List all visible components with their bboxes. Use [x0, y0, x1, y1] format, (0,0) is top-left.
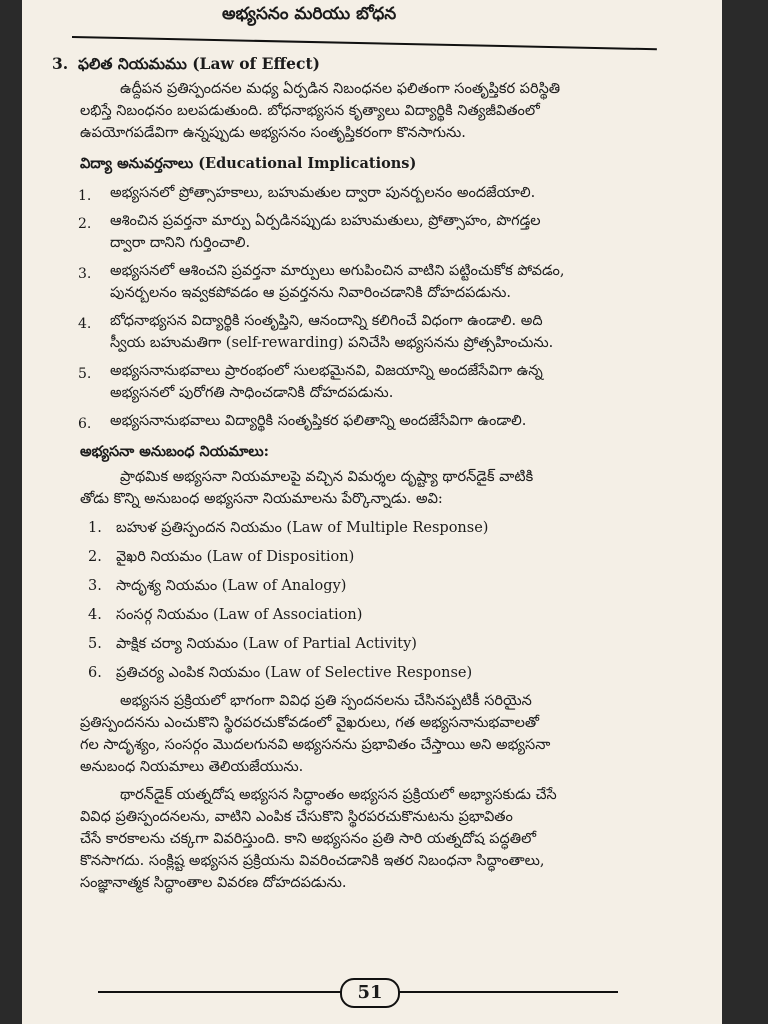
page-number: 51	[340, 978, 400, 1008]
list-item	[80, 410, 680, 432]
law-text: సంసర్గ నియమం (Law of Association)	[116, 607, 363, 623]
subsidiary-laws-list	[80, 514, 680, 688]
intro-paragraph	[80, 78, 680, 144]
text-line: అభ్యసనానుభవాలు ప్రారంభంలో సులభమైనవి, విజయాన్ని అందజేసేవిగా ఉన్న	[110, 363, 543, 379]
list-item	[80, 572, 680, 601]
subsidiary-laws-heading: అభ్యసనా అనుబంధ నియమాలు:	[80, 443, 270, 460]
closing-paragraph-1	[80, 690, 680, 778]
text-line: కొనసాగదు. సంక్లిష్ట అభ్యసన ప్రక్రియను వివరించడానికి ఇతర నిబంధనా సిద్ధాంతాలు,	[80, 853, 545, 869]
list-item	[80, 630, 680, 659]
subsidiary-intro-paragraph	[80, 466, 680, 510]
item-number: 3.	[78, 266, 92, 282]
list-item	[80, 543, 680, 572]
section-title	[52, 52, 680, 76]
list-item	[80, 310, 680, 354]
text-line: తోడు కొన్ని అనుబంధ అభ్యసనా నియమాలను పేర్కొన్నాడు. అవి:	[80, 491, 443, 507]
text-line: చేసే కారకాలను చక్కగా వివరిస్తుంది. కాని అభ్యసనం ప్రతి సారి యత్నదోష పద్ధతిలో	[80, 831, 537, 847]
implications-heading: విద్యా అనువర్తనాలు (Educational Implications)	[80, 155, 417, 172]
text-line: అనుబంధ నియమాలు తెలియజేయును.	[80, 759, 304, 775]
list-item	[80, 260, 680, 304]
text-line: అభ్యసన ప్రక్రియలో భాగంగా వివిధ ప్రతి స్పందనలను చేసినప్పటికీ సరియైన	[120, 693, 532, 709]
text-line: అభ్యసనలో ఆశించని ప్రవర్తనా మార్పులు అగుపించిన వాటిని పట్టించుకోక పోవడం,	[110, 263, 565, 279]
item-number: 1.	[78, 188, 92, 204]
law-text: వైఖరి నియమం (Law of Disposition)	[116, 549, 355, 565]
text-line: ఉద్దీపన ప్రతిస్పందనల మధ్య ఏర్పడిన నిబంధనల ఫలితంగా సంతృప్తికర పరిస్థితి	[120, 81, 561, 97]
list-item	[80, 514, 680, 543]
item-number: 5.	[88, 636, 102, 652]
text-line: అభ్యసనలో ప్రోత్సాహకాలు, బహుమతుల ద్వారా పునర్బలనం అందజేయాలి.	[110, 185, 536, 201]
page-body	[52, 48, 680, 894]
list-item	[80, 659, 680, 688]
law-text: సాదృశ్య నియమం (Law of Analogy)	[116, 578, 347, 594]
item-number: 6.	[88, 665, 102, 681]
item-number: 4.	[88, 607, 102, 623]
text-line: ప్రాథమిక అభ్యసనా నియమాలపై వచ్చిన విమర్శల దృష్ట్యా థారన్‌డైక్ వాటికి	[120, 469, 534, 485]
text-line: లభిస్తే నిబంధనం బలపడుతుంది. బోధనాభ్యసన కృత్యాలు విద్యార్థికి నిత్యజీవితంలో	[80, 103, 540, 119]
running-title: అభ్యసనం మరియు బోధన	[222, 4, 397, 24]
text-line: పునర్బలనం ఇవ్వకపోవడం ఆ ప్రవర్తనను నివారించడానికి దోహదపడును.	[110, 285, 511, 301]
law-text: ప్రతిచర్య ఎంపిక నియమం (Law of Selective Response)	[116, 665, 473, 681]
text-line: స్వీయ బహుమతిగా (self-rewarding) పనిచేసి అభ్యసనను ప్రోత్సహించును.	[110, 335, 554, 351]
item-number: 5.	[78, 366, 92, 382]
section-number: 3.	[52, 54, 69, 73]
list-item	[80, 182, 680, 204]
text-line: బోధనాభ్యసన విద్యార్థికి సంతృప్తిని, ఆనందాన్ని కలిగించే విధంగా ఉండాలి. అది	[110, 313, 543, 329]
list-item	[80, 360, 680, 404]
implications-list	[80, 182, 680, 432]
text-line: గల సాదృశ్యం, సంసర్గం మొదలగునవి అభ్యసనను ప్రభావితం చేస్తాయి అని అభ్యసనా	[80, 737, 551, 753]
text-line: వివిధ ప్రతిస్పందనలను, వాటిని ఎంపిక చేసుకొని స్థిరపరచుకొనుటను ప్రభావితం	[80, 809, 513, 825]
page-footer	[22, 975, 722, 1020]
section-title-text: ఫలిత నియమము (Law of Effect)	[78, 54, 320, 73]
item-number: 2.	[88, 549, 102, 565]
text-line: సంజ్ఞానాత్మక సిద్ధాంతాల వివరణ దోహదపడును.	[80, 875, 347, 891]
item-number: 3.	[88, 578, 102, 594]
book-page	[22, 0, 722, 1024]
item-number: 4.	[78, 316, 92, 332]
text-line: ఆశించిన ప్రవర్తనా మార్పు ఏర్పడినప్పుడు బహుమతులు, ప్రోత్సాహం, పొగడ్తల	[110, 213, 541, 229]
law-text: పాక్షిక చర్యా నియమం (Law of Partial Activity)	[116, 636, 417, 652]
list-item	[80, 210, 680, 254]
closing-paragraph-2	[80, 784, 680, 894]
text-line: ద్వారా దానిని గుర్తించాలి.	[110, 235, 251, 251]
list-item	[80, 601, 680, 630]
text-line: థారన్‌డైక్ యత్నదోష అభ్యసన సిద్ధాంతం అభ్యసన ప్రక్రియలో అభ్యాసకుడు చేసే	[120, 787, 557, 803]
item-number: 6.	[78, 416, 92, 432]
item-number: 2.	[78, 216, 92, 232]
text-line: అభ్యసనానుభవాలు విద్యార్థికి సంతృప్తికర ఫలితాన్ని అందజేసేవిగా ఉండాలి.	[110, 413, 527, 429]
text-line: అభ్యసనలో పురోగతి సాధించడానికి దోహదపడును.	[110, 385, 394, 401]
text-line: ప్రతిస్పందనను ఎంచుకొని స్థిరపరచుకోవడంలో వైఖరులు, గత అభ్యసనానుభవాలతో	[80, 715, 540, 731]
law-text: బహుళ ప్రతిస్పందన నియమం (Law of Multiple Response)	[116, 520, 489, 536]
item-number: 1.	[88, 520, 102, 536]
page-header	[22, 0, 722, 50]
text-line: ఉపయోగపడేవిగా ఉన్నప్పుడు అభ్యసనం సంతృప్తికరంగా కొనసాగును.	[80, 125, 466, 141]
